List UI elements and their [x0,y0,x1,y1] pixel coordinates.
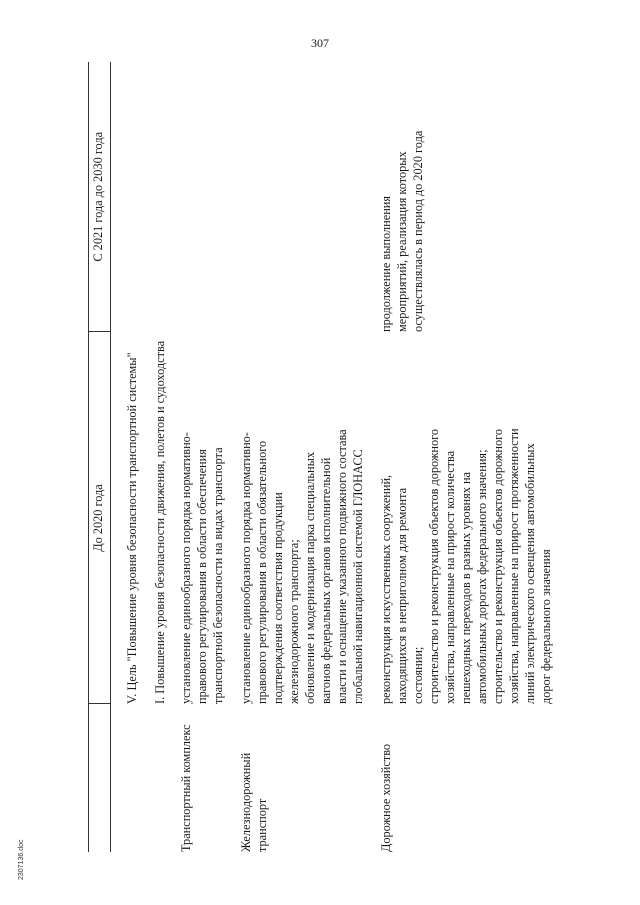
text-line: продолжение выполнения [378,195,393,332]
header-sector [89,704,111,852]
header-2021-2030: С 2021 года до 2030 года [89,62,111,332]
footer-doc-code: 2307136.doc [18,839,25,880]
text-line: правового регулирования в области обязательного [254,440,269,704]
text-line: вагонов федеральных органов исполнительной [318,457,333,704]
text-line: установление единообразного порядка нормативно- [238,432,253,704]
section-row [143,62,179,852]
until-2020-cell [379,332,567,704]
sector-cell: Железнодорожный транспорт [238,752,269,852]
text-line: хозяйства, направленные на прирост протяженности [506,428,521,704]
text-line: дорог федерального значения [538,549,553,704]
table-row [379,62,567,852]
text-line: глобальной навигационной системой ГЛОНАСС [350,449,365,704]
table-row [179,62,239,852]
transport-safety-table [88,62,567,852]
table-header-row [89,62,111,852]
text-line: хозяйства, направленные на прирост количества [442,450,457,704]
goal-title: V. Цель "Повышение уровня безопасности транспортной системы" [124,352,139,704]
page-number: 307 [311,36,329,50]
text-line: осуществлялась в период до 2020 года [410,130,425,332]
sector-cell: Дорожное хозяйство [378,743,393,852]
header-until-2020: До 2020 года [89,332,111,704]
table-row [239,62,379,852]
section-title: I. Повышение уровня безопасности движения, полетов и судоходства [152,340,167,704]
text-line: реконструкция искусственных сооружений, [378,474,393,704]
text-line: железнодорожного транспорта; [286,539,301,704]
rotated-table-container [88,62,553,852]
text-line: обновление и модернизация парка специальных [302,452,317,704]
text-line: линий электрического освещения автомобильных [522,443,537,704]
text-line: власти и оснащение указанного подвижного состава [334,429,349,704]
text-line: строительство и реконструкция объектов дорожного [490,428,505,704]
text-line: находящихся в неприголном для ремонта [394,487,409,704]
sector-cell: Транспортный комплекс [178,724,193,852]
text-line: мероприятий, реализация которых [394,151,409,332]
text-line: правового регулирования в области обеспечения [194,449,209,704]
goal-row [110,62,142,852]
text-line: пешеходных переходов в разных уровнях на [458,471,473,704]
text-line: состоянии; [410,646,425,704]
until-2020-cell [179,332,239,704]
until-2020-cell [239,332,379,704]
from-2021-cell [239,62,379,332]
text-line: установление единообразного порядка нормативно- [178,432,193,704]
text-line: автомобильных дорогах федерального значения; [474,449,489,704]
text-line: подтверждения соответствия продукции [270,492,285,704]
from-2021-cell [379,62,567,332]
text-line: транспортной безопасности на видах транспорта [210,447,225,704]
from-2021-cell [179,62,239,332]
text-line: строительство и реконструкция объектов дорожного [426,428,441,704]
